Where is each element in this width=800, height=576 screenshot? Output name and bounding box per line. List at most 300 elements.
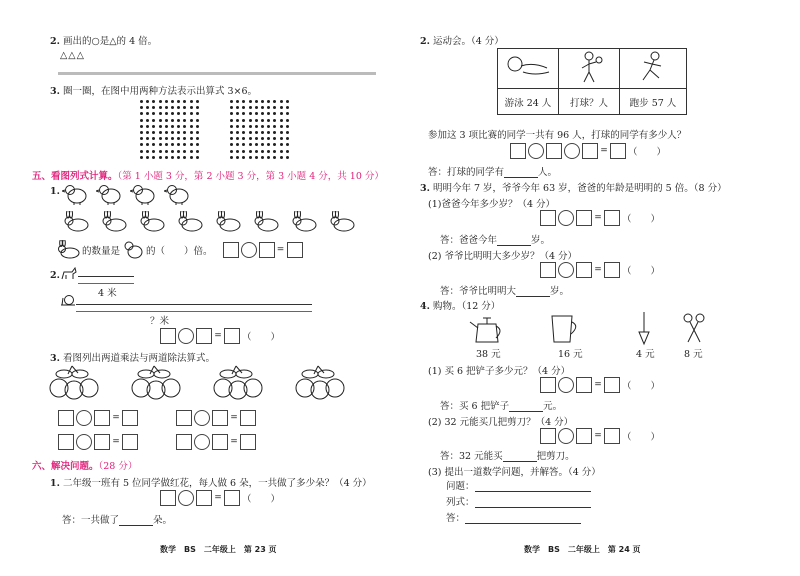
dot	[165, 112, 168, 115]
dot	[242, 143, 245, 146]
runner-icon	[635, 50, 671, 84]
answer-line	[440, 232, 550, 246]
dot	[159, 106, 162, 109]
dot	[255, 137, 258, 140]
section-title: 五、看图列式计算。	[32, 171, 118, 182]
fruit-groups	[44, 364, 346, 404]
dot	[196, 131, 199, 134]
rabbit-icon	[100, 211, 128, 233]
answer-line	[440, 398, 562, 412]
dot	[152, 137, 155, 140]
answer-box[interactable]	[576, 262, 592, 278]
dot	[171, 125, 174, 128]
triangles: △△△	[60, 50, 85, 61]
dot	[152, 106, 155, 109]
question-text: 购物。（12 分）	[432, 301, 501, 312]
chick-icon	[130, 183, 156, 205]
sub-question: (1) 买 6 把铲子多少元？（4 分）	[428, 366, 571, 377]
kettle-price: 38 元	[476, 349, 501, 360]
dot	[230, 119, 233, 122]
operator-circle[interactable]	[76, 434, 92, 450]
section-note: （28 分）	[98, 461, 138, 472]
ball-player-icon	[574, 50, 604, 84]
question-text: 画出的○是△的 4 倍。	[62, 36, 158, 47]
dot	[230, 106, 233, 109]
dot	[261, 131, 264, 134]
answer-text-a: 答：买 6 把铲子	[440, 401, 510, 412]
dot	[236, 119, 239, 122]
dot	[230, 143, 233, 146]
dot	[190, 150, 193, 153]
answer-blank[interactable]	[509, 401, 543, 412]
rabbit-icon	[176, 211, 204, 233]
dot	[280, 131, 283, 134]
answer-box[interactable]	[212, 434, 228, 450]
dot	[273, 125, 276, 128]
dot	[196, 125, 199, 128]
dot	[171, 112, 174, 115]
answer-box[interactable]	[540, 262, 556, 278]
dot	[261, 119, 264, 122]
dot	[242, 137, 245, 140]
equation-row	[58, 434, 138, 450]
answer-box[interactable]	[240, 410, 256, 426]
ratio-statement	[56, 240, 303, 260]
expression-label: 列式：	[446, 497, 475, 508]
operator-circle[interactable]	[558, 210, 574, 226]
dot	[183, 150, 186, 153]
dot	[152, 150, 155, 153]
dot	[249, 143, 252, 146]
operator-circle[interactable]	[76, 410, 92, 426]
dot	[165, 150, 168, 153]
horse-segment	[78, 276, 134, 277]
dot	[255, 125, 258, 128]
answer-box[interactable]	[94, 410, 110, 426]
dot	[286, 150, 289, 153]
dot	[165, 106, 168, 109]
dot	[183, 100, 186, 103]
answer-text-a: 答：一共做了	[62, 515, 120, 526]
dot	[273, 150, 276, 153]
length-bracket	[78, 283, 134, 284]
dot	[286, 100, 289, 103]
answer-box[interactable]	[576, 377, 592, 393]
sub-question: (1)爸爸今年多少岁？（4 分）	[428, 199, 556, 210]
dot	[196, 156, 199, 159]
rabbit-icon	[56, 240, 80, 260]
answer-blank[interactable]	[465, 513, 581, 524]
dot	[183, 119, 186, 122]
dot	[165, 137, 168, 140]
answer-box[interactable]	[224, 328, 240, 344]
dot	[190, 131, 193, 134]
answer-box[interactable]	[576, 428, 592, 444]
answer-blank[interactable]	[503, 451, 537, 462]
dot	[236, 125, 239, 128]
dot	[140, 150, 143, 153]
page-footer: 数学 BS 二年级上 第 24 页	[524, 545, 641, 554]
dot	[273, 156, 276, 159]
answer-box[interactable]	[540, 428, 556, 444]
swim-count: 游泳 24 人	[498, 89, 559, 115]
dot	[280, 112, 283, 115]
dot	[236, 131, 239, 134]
dot	[242, 119, 245, 122]
answer-box[interactable]	[510, 143, 526, 159]
answer-box[interactable]	[604, 377, 620, 393]
dot	[280, 125, 283, 128]
answer-text-b: 岁。	[531, 235, 551, 246]
answer-box[interactable]	[582, 143, 598, 159]
expression-blank[interactable]	[475, 497, 591, 508]
dot	[249, 131, 252, 134]
sub-question: (3) 提出一道数学问题，并解答。（4 分）	[428, 467, 601, 478]
right-q2	[420, 33, 504, 47]
scissors-price: 8 元	[684, 349, 703, 360]
equation-row	[58, 410, 138, 426]
operator-circle[interactable]	[558, 262, 574, 278]
dot	[236, 143, 239, 146]
question-text: 明明今年 7 岁，爷爷今年 63 岁，爸爸的年龄是明明的 5 倍。（8 分）	[432, 183, 727, 194]
dot	[190, 100, 193, 103]
unit-paren: （ ）	[622, 432, 661, 443]
answer-box[interactable]	[540, 377, 556, 393]
dot	[146, 131, 149, 134]
chick-row	[62, 183, 190, 205]
dot	[286, 143, 289, 146]
chick-icon	[122, 240, 144, 260]
dot	[236, 156, 239, 159]
answer-box[interactable]	[176, 410, 192, 426]
dot	[273, 100, 276, 103]
fruit-bunch-icon	[44, 364, 100, 404]
dot	[171, 156, 174, 159]
answer-line	[446, 510, 581, 524]
operator-circle[interactable]	[564, 143, 580, 159]
equals-sign: =	[112, 413, 120, 423]
equation-row	[160, 328, 280, 344]
dot	[171, 131, 174, 134]
dot	[165, 125, 168, 128]
dot	[140, 106, 143, 109]
dot	[190, 112, 193, 115]
dot	[273, 143, 276, 146]
dot	[190, 143, 193, 146]
dot	[242, 100, 245, 103]
dot	[286, 156, 289, 159]
dot	[146, 125, 149, 128]
answer-blank[interactable]	[497, 235, 531, 246]
sub-question: (2) 32 元能买几把剪刀？（4 分）	[428, 417, 574, 428]
equation-row	[540, 210, 660, 226]
answer-blank[interactable]	[119, 515, 153, 526]
dot	[146, 112, 149, 115]
dot	[183, 131, 186, 134]
dot	[236, 106, 239, 109]
dot	[171, 150, 174, 153]
equals-sign: =	[600, 146, 608, 156]
operator-circle[interactable]	[178, 328, 194, 344]
answer-text-a: 答：打球的同学有	[428, 167, 505, 178]
dot	[267, 150, 270, 153]
dot	[159, 125, 162, 128]
dot	[236, 150, 239, 153]
question-text: 二年级一班有 5 位同学做红花，每人做 6 朵，一共做了多少朵？（4 分）	[62, 478, 372, 489]
ball-count: 打球？人	[559, 89, 620, 115]
left-q3	[50, 83, 257, 97]
dot	[146, 137, 149, 140]
dot	[267, 106, 270, 109]
dot	[140, 125, 143, 128]
operator-circle[interactable]	[194, 434, 210, 450]
question-number: 3.	[50, 353, 60, 364]
dot	[280, 100, 283, 103]
answer-box[interactable]	[240, 434, 256, 450]
shovel-icon	[636, 310, 652, 346]
answer-box[interactable]	[122, 410, 138, 426]
dot	[146, 150, 149, 153]
dot	[190, 125, 193, 128]
answer-box[interactable]	[540, 210, 556, 226]
equals-sign: =	[276, 245, 285, 255]
answer-line	[440, 448, 575, 462]
dot	[286, 137, 289, 140]
dot	[261, 112, 264, 115]
dot	[196, 150, 199, 153]
dot	[280, 143, 283, 146]
left-s5q3	[50, 350, 215, 364]
unit-paren: （ ）	[242, 494, 281, 505]
dot	[249, 112, 252, 115]
rabbit-row	[62, 211, 356, 233]
equation-row	[176, 434, 256, 450]
question-number: 2.	[50, 36, 60, 47]
dot	[267, 137, 270, 140]
unknown-length-label: ？米	[150, 316, 170, 327]
answer-box[interactable]	[259, 242, 275, 258]
rabbit-icon	[214, 211, 242, 233]
page-footer: 数学 BS 二年级上 第 23 页	[160, 545, 277, 554]
answer-text-a: 答：爸爸今年	[440, 235, 498, 246]
question-text: 运动会。（4 分）	[432, 36, 504, 47]
dot	[261, 156, 264, 159]
dot-array-right	[230, 100, 289, 159]
dot	[183, 112, 186, 115]
dot	[140, 112, 143, 115]
dot	[267, 131, 270, 134]
dot	[196, 106, 199, 109]
equals-sign: =	[594, 265, 602, 275]
horse-icon	[60, 267, 78, 281]
dot	[165, 156, 168, 159]
answer-box[interactable]	[604, 210, 620, 226]
dot	[159, 143, 162, 146]
dot	[230, 156, 233, 159]
equals-sign: =	[594, 380, 602, 390]
answer-box[interactable]	[122, 434, 138, 450]
dot	[190, 106, 193, 109]
dot	[236, 137, 239, 140]
dot	[165, 143, 168, 146]
answer-box[interactable]	[160, 490, 176, 506]
dot	[261, 137, 264, 140]
operator-circle[interactable]	[241, 242, 257, 258]
dot	[152, 119, 155, 122]
answer-box[interactable]	[546, 143, 562, 159]
equals-sign: =	[214, 493, 222, 503]
operator-circle[interactable]	[528, 143, 544, 159]
question-number: 4.	[420, 301, 430, 312]
dot	[159, 119, 162, 122]
dot	[230, 137, 233, 140]
answer-box[interactable]	[223, 242, 239, 258]
operator-circle[interactable]	[194, 410, 210, 426]
dot	[183, 156, 186, 159]
cup-icon	[548, 312, 582, 344]
answer-blank[interactable]	[504, 167, 538, 178]
answer-box[interactable]	[224, 490, 240, 506]
answer-text-b: 岁。	[550, 286, 570, 297]
equals-sign: =	[594, 431, 602, 441]
answer-box[interactable]	[196, 328, 212, 344]
answer-box[interactable]	[604, 428, 620, 444]
left-q2	[50, 33, 157, 47]
dot	[146, 143, 149, 146]
rabbit-icon	[252, 211, 280, 233]
dot	[249, 125, 252, 128]
answer-box[interactable]	[576, 210, 592, 226]
dot	[267, 143, 270, 146]
equation-row	[160, 490, 280, 506]
dot	[165, 100, 168, 103]
answer-box[interactable]	[604, 262, 620, 278]
swimmer-cell	[498, 49, 559, 89]
dot	[183, 137, 186, 140]
section-6-heading	[32, 458, 137, 472]
dot	[286, 119, 289, 122]
answer-box[interactable]	[94, 434, 110, 450]
dot	[236, 100, 239, 103]
ball-player-cell	[559, 49, 620, 89]
unit-paren: （ ）	[622, 214, 661, 225]
expression-line	[446, 494, 591, 508]
equation-row	[176, 410, 256, 426]
problem-blank[interactable]	[475, 481, 591, 492]
dot	[171, 137, 174, 140]
dot	[230, 112, 233, 115]
dot	[171, 100, 174, 103]
snail-segment	[76, 304, 312, 305]
question-number: 1.	[50, 186, 60, 197]
dot	[273, 131, 276, 134]
equals-sign: =	[214, 331, 222, 341]
dot	[140, 131, 143, 134]
dot	[177, 131, 180, 134]
answer-box[interactable]	[58, 410, 74, 426]
dot	[152, 131, 155, 134]
dot	[286, 125, 289, 128]
cup-price: 16 元	[558, 349, 583, 360]
dot	[152, 125, 155, 128]
rabbit-icon	[290, 211, 318, 233]
dot	[177, 119, 180, 122]
dot	[280, 150, 283, 153]
question-number: 3.	[50, 86, 60, 97]
dot	[261, 125, 264, 128]
answer-text-b: 人。	[538, 167, 558, 178]
operator-circle[interactable]	[558, 377, 574, 393]
chick-icon	[164, 183, 190, 205]
dot	[261, 100, 264, 103]
equals-sign: =	[594, 213, 602, 223]
unit-paren: （ ）	[622, 266, 661, 277]
dot	[249, 150, 252, 153]
equation-row	[540, 428, 660, 444]
run-count: 跑步 57 人	[620, 89, 687, 115]
answer-box[interactable]	[160, 328, 176, 344]
dot	[242, 131, 245, 134]
dot	[286, 106, 289, 109]
operator-circle[interactable]	[178, 490, 194, 506]
dot	[255, 100, 258, 103]
rabbit-icon	[328, 211, 356, 233]
question-number: 2.	[50, 270, 60, 281]
dot	[255, 119, 258, 122]
dot	[177, 112, 180, 115]
operator-circle[interactable]	[558, 428, 574, 444]
dot	[267, 156, 270, 159]
dot	[255, 150, 258, 153]
answer-box[interactable]	[196, 490, 212, 506]
dot	[171, 119, 174, 122]
equals-sign: =	[230, 437, 238, 447]
answer-box[interactable]	[610, 143, 626, 159]
answer-box[interactable]	[176, 434, 192, 450]
drawing-line	[58, 72, 376, 75]
equals-sign: =	[112, 437, 120, 447]
dot	[273, 119, 276, 122]
dot	[230, 150, 233, 153]
dot	[261, 106, 264, 109]
dot	[273, 106, 276, 109]
dot	[146, 106, 149, 109]
dot	[177, 156, 180, 159]
unit-paren: （ ）	[622, 381, 661, 392]
dot	[140, 137, 143, 140]
dot	[183, 143, 186, 146]
dot	[261, 143, 264, 146]
answer-text-b: 把剪刀。	[536, 451, 575, 462]
problem-label: 问题：	[446, 481, 475, 492]
dot	[261, 150, 264, 153]
answer-box[interactable]	[212, 410, 228, 426]
unit-paren: （ ）	[242, 332, 281, 343]
dot	[267, 119, 270, 122]
dot	[255, 112, 258, 115]
rabbit-icon	[62, 211, 90, 233]
answer-box[interactable]	[287, 242, 303, 258]
dot	[280, 119, 283, 122]
dot	[159, 150, 162, 153]
answer-blank[interactable]	[516, 286, 550, 297]
answer-box[interactable]	[58, 434, 74, 450]
dot	[230, 100, 233, 103]
dot	[255, 143, 258, 146]
dot	[146, 100, 149, 103]
dot	[280, 137, 283, 140]
section-5-heading	[32, 168, 384, 182]
